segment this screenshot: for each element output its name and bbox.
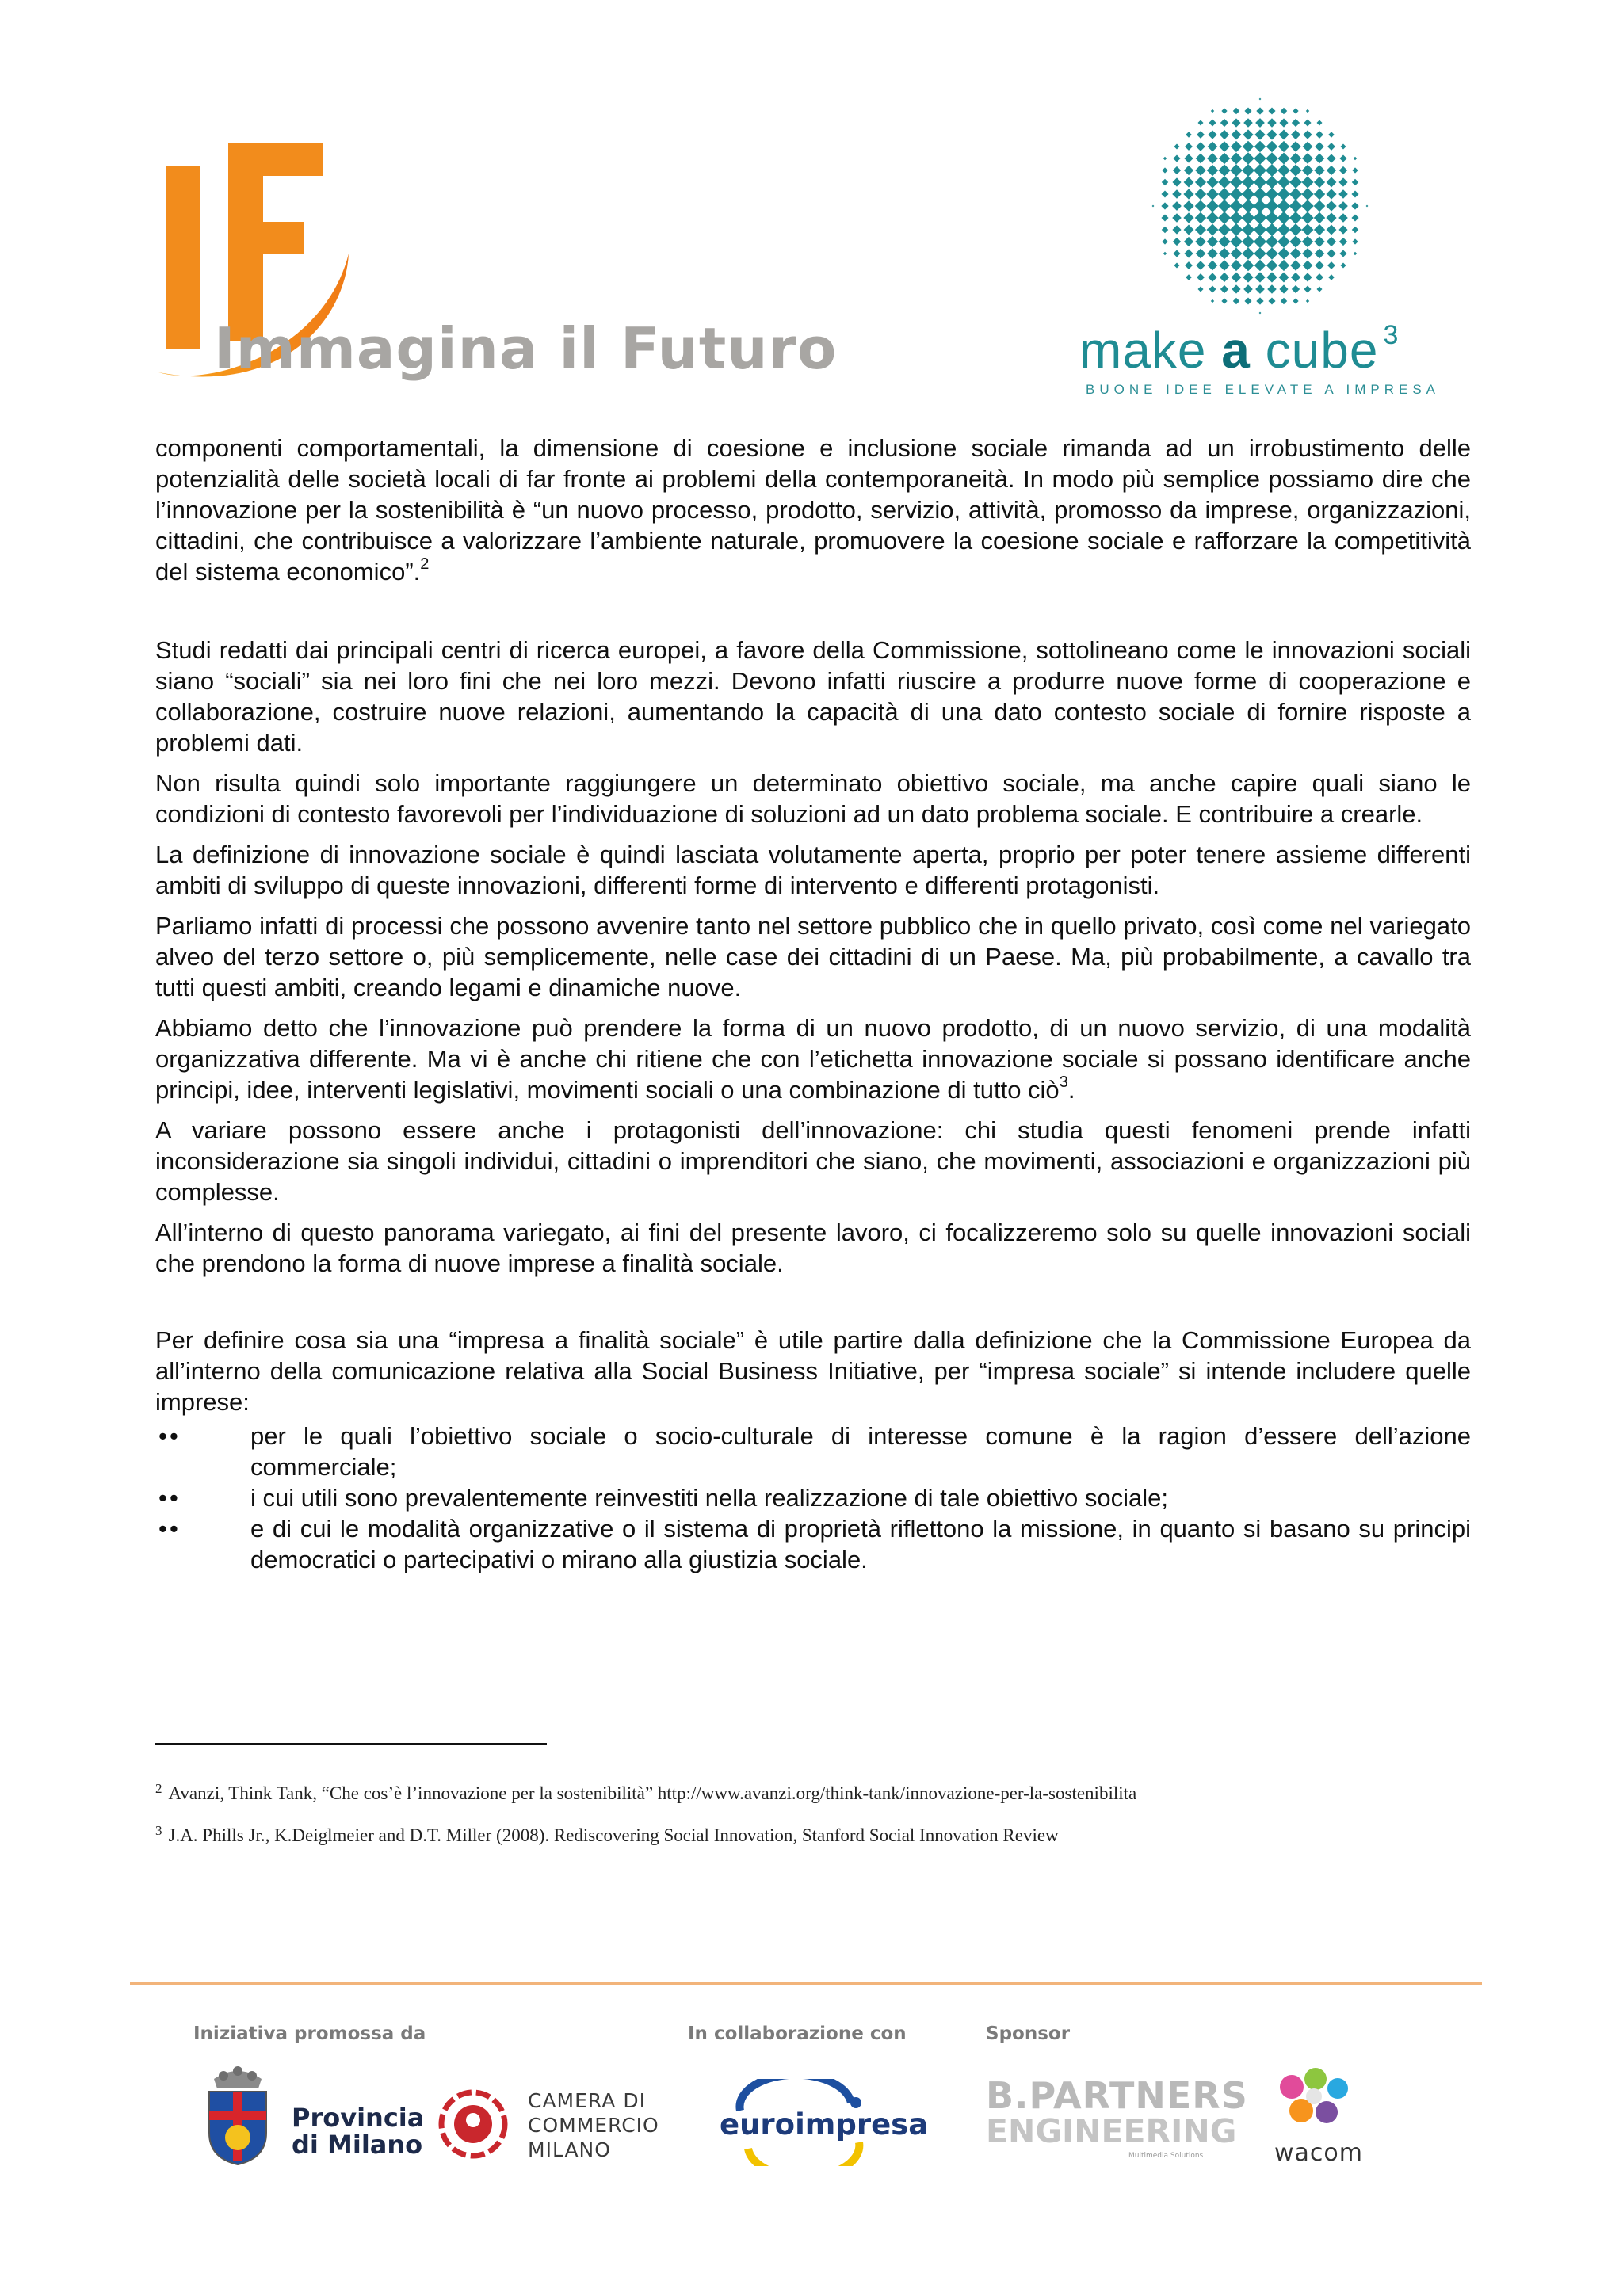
cube-sphere-dot [1314,177,1325,188]
cube-sphere-dot [1315,249,1325,259]
cube-sphere-dot [1230,223,1243,236]
cube-sphere-dot [1293,298,1298,303]
cube-sphere-dot [1163,157,1167,160]
cube-sphere-dot [1352,227,1358,233]
cube-sphere-dot [1326,200,1336,211]
cube-sphere-dot [1232,284,1240,293]
cube-sphere-dot [1259,98,1262,101]
cube-sphere-dot [1184,177,1194,188]
cube-sphere-dot [1277,152,1289,164]
cube-sphere-dot [1315,154,1325,164]
cube-sphere-dot [1231,260,1242,271]
footnote-2: $^2$ Avanzi, Think Tank, “Che cos’è l’innovazione per la sostenibilità” http://www.avanzi.org/think-tank/innovazione-per-la-sostenibilita [155,1781,1137,1803]
cube-sphere-dot [1306,299,1309,303]
cube-sphere-dot [1221,108,1227,113]
cube-brand-name: make a cube $^3$ [1079,320,1400,379]
cube-sphere-dot [1266,260,1277,271]
cube-sphere-dot [1163,252,1167,255]
cube-sphere-dot [1233,108,1239,114]
cube-sphere-dot [1302,153,1313,164]
cube-sphere-dot [1338,213,1348,223]
footnotes [155,1781,1471,1865]
cube-sphere-dot [1254,200,1267,213]
cube-sphere-dot [1314,165,1325,176]
cube-sphere-dot [1242,223,1255,237]
cube-sphere-dot [1255,284,1265,294]
cube-sphere-dot [1220,119,1228,127]
provincia-crest-icon [198,2065,277,2168]
cube-sphere-dot [1184,237,1193,246]
cube-sphere-dot [1162,167,1167,173]
cube-sphere-dot [1254,141,1266,153]
cube-sphere-dot [1184,249,1193,257]
cube-sphere-dot [1243,284,1253,294]
cube-sphere-dot [1172,201,1182,211]
cube-sphere-dot [1184,154,1193,162]
cube-sphere-dot [1277,200,1291,213]
paragraph-3: Non risulta quindi solo importante raggiungere un determinato obiettivo sociale, ma anche capire quali siano le condizioni di contesto favorevoli per l’individuazione di soluzioni ad un dato problema sociale. E contribuire a crearle. [155,769,1471,828]
make-a-cube-logo [1070,95,1466,404]
cube-sphere-dot [1268,297,1275,304]
cube-sphere-dot [1195,189,1206,200]
cube-sphere-dot [1266,129,1277,139]
cube-sphere-dot [1301,188,1313,200]
cube-sphere-dot [1232,130,1242,140]
cube-sphere-dot [1221,298,1227,303]
cube-sphere-dot [1316,273,1323,281]
document-body [155,433,1471,1575]
cube-sphere-dot [1219,153,1231,165]
cube-sphere-dot [1230,235,1243,248]
footnote-divider [155,1743,547,1745]
cube-sphere-dot [1326,189,1336,199]
cube-sphere-dot [1289,164,1301,176]
paragraph-6: Abbiamo detto che l’innovazione può prendere la forma di un nuovo prodotto, di un nuovo servizio, di una modalità organizzativa differente. Ma vi è anche chi ritiene che con l’etichetta innovazione sociale si possano identificare anche principi, idee, interventi legislativi, movimenti sociali o una combinazione di tutto ciò$^3$. [155,1014,1471,1104]
cube-sphere-dot [1354,157,1357,160]
cube-sphere-dot [1184,166,1193,175]
cube-sphere-dot [1242,176,1255,189]
wacom-logo: wacom [1268,2065,1371,2168]
cube-sphere-dot [1242,247,1254,259]
cube-sphere-dot [1266,141,1277,152]
cube-tagline: BUONE IDEE ELEVATE A IMPRESA [1086,382,1441,397]
cube-sphere-dot [1277,212,1291,225]
cube-sphere-dot [1207,248,1218,259]
cube-sphere-dot [1304,119,1311,126]
cube-sphere-dot [1301,200,1313,212]
cube-sphere-dot [1327,177,1337,188]
cube-sphere-dot [1302,236,1314,248]
cube-sphere-dot [1206,223,1218,235]
cube-sphere-dot [1230,176,1243,189]
cube-sphere-dot [1219,141,1230,152]
cube-sphere-dot [1211,299,1214,303]
cube-sphere-dot [1218,212,1231,224]
cube-sphere-dot [1219,248,1231,260]
cube-sphere-dot [1338,225,1347,234]
cube-sphere-dot [1254,152,1266,164]
cube-sphere-dot [1327,249,1335,257]
cube-sphere-dot [1207,165,1219,177]
cube-sphere-dot [1207,236,1219,248]
cube-sphere-dot [1266,247,1277,259]
cube-sphere-dot [1242,212,1255,225]
cube-sphere-dot [1314,224,1325,235]
cube-sphere-dot [1266,188,1279,201]
cube-sphere-dot [1291,130,1300,139]
cube-sphere-dot [1161,190,1168,197]
cube-sphere-dot [1303,142,1313,152]
cube-sphere-dot [1242,200,1255,213]
cube-sphere-dot [1230,200,1243,213]
cube-sphere-dot [1173,250,1180,257]
cube-sphere-dot [1314,236,1325,247]
cube-sphere-dot [1303,273,1312,281]
cube-sphere-dot [1206,212,1218,223]
cube-sphere-dot [1266,223,1279,237]
cube-sphere-dot [1293,108,1298,113]
cube-sphere-dot [1161,214,1168,221]
label-sponsor: Sponsor [986,2023,1071,2044]
cube-sphere-dot [1303,261,1313,271]
cube-sphere-dot [1279,130,1289,140]
cube-sphere-dot [1289,235,1301,247]
cube-sphere-dot [1196,261,1205,270]
cube-sphere-dot [1243,118,1253,128]
paragraph-8: All’interno di questo panorama variegato, ai fini del presente lavoro, ci focalizzeremo solo su quelle innovazioni sociali che prendono la forma di nuove imprese a finalità sociale. [155,1219,1471,1277]
cube-sphere-dot [1292,285,1300,293]
cube-sphere-dot [1351,190,1358,197]
cube-sphere-dot [1277,164,1290,177]
cube-sphere-dot [1206,200,1218,212]
cube-sphere-dot [1279,273,1289,283]
cube-sphere-dot [1289,176,1302,189]
cube-sphere-dot [1351,214,1358,221]
cube-sphere-dot [1314,212,1325,223]
cube-sphere-dot [1290,248,1302,260]
cube-sphere-dot [1218,235,1230,247]
cube-sphere-dot [1281,108,1287,114]
cube-sphere-dot [1172,177,1181,186]
cube-sphere-dot [1162,227,1168,233]
cube-sphere-dot [1254,272,1265,282]
cube-sphere-dot [1183,200,1193,211]
bullet-icon: • • [170,1484,178,1512]
cube-sphere-dot [1292,119,1300,127]
cube-sphere-dot [1230,247,1242,259]
cube-sphere-dot [1172,225,1181,234]
cube-sphere-dot [1339,154,1346,162]
cube-sphere-dot [1316,131,1323,139]
cube-sphere-dot [1317,287,1323,292]
cube-sphere-dot [1254,260,1266,272]
cube-sphere-dot [1218,164,1230,176]
cube-sphere-icon [1070,95,1466,325]
cube-sphere-dot [1277,247,1289,259]
cube-sphere-dot [1186,132,1192,138]
cube-sphere-dot [1206,188,1218,200]
cube-sphere-dot [1206,176,1218,188]
cube-sphere-dot [1244,107,1251,114]
cube-sphere-dot [1254,247,1266,259]
cube-sphere-dot [1219,260,1230,271]
cube-sphere-dot [1209,119,1216,126]
cube-sphere-dot [1327,154,1335,162]
label-promoted-by: Iniziativa promossa da [193,2023,426,2044]
footnote-ref-3: 3 [1059,1074,1068,1091]
cube-sphere-dot [1278,141,1289,152]
euroimpresa-logo: euroimpresa [716,2079,883,2166]
cube-sphere-dot [1266,164,1278,177]
cube-sphere-dot [1341,144,1346,150]
cube-sphere-dot [1314,200,1326,212]
cube-sphere-dot [1211,109,1214,113]
cube-sphere-dot [1254,235,1266,248]
cube-sphere-dot [1218,188,1231,200]
cube-sphere-dot [1254,176,1267,189]
cube-sphere-dot [1185,261,1193,269]
bullet-icon: • • [170,1515,178,1543]
cube-sphere-dot [1279,284,1288,293]
cube-sphere-dot [1315,261,1324,270]
cube-sphere-dot [1267,284,1277,294]
cube-sphere-dot [1327,166,1336,175]
cube-sphere-dot [1198,120,1204,126]
cube-sphere-dot [1304,285,1311,292]
bullet-item: • • i cui utili sono prevalentemente reinvestiti nella realizzazione di tale obiettivo sociale; [250,1482,1471,1513]
cube-sphere-dot [1232,118,1240,127]
cube-sphere-dot [1172,213,1182,223]
cube-sphere-dot [1351,202,1358,209]
if-logo-text: Immagina il Futuro [214,315,838,382]
cube-sphere-dot [1326,212,1336,223]
cube-sphere-dot [1328,132,1335,138]
cube-sphere-dot [1277,188,1291,201]
cube-sphere-dot [1256,107,1263,114]
cube-sphere-dot [1183,212,1193,223]
cube-sphere-dot [1230,152,1242,164]
paragraph-5: Parliamo infatti di processi che possono avvenire tanto nel settore pubblico che in quello privato, così come nel variegato alveo del terzo settore o, più semplicemente, nelle case dei cittadini di un Paese. Ma, più probabilmente, a cavallo tra tutti questi ambiti, creando legami e dinamiche nuove. [155,912,1471,1001]
cube-sphere-dot [1281,298,1287,304]
cube-sphere-dot [1220,285,1228,293]
paragraph-7: A variare possono essere anche i protagonisti dell’innovazione: chi studia questi fenomeni prende infatti inconsiderazione sia singoli individui, cittadini o imprenditori che siano, che movimenti, associazioni e organizzazioni più complesse. [155,1116,1471,1206]
cube-sphere-dot [1185,143,1193,151]
bullet-item: • • e di cui le modalità organizzative o il sistema di proprietà riflettono la missione, in quanto si basano su principi democratici o partecipativi o mirano alla giustizia sociale. [250,1513,1471,1575]
cube-sphere-dot [1277,223,1290,236]
cube-sphere-dot [1291,273,1300,282]
cube-sphere-dot [1230,164,1243,177]
cube-sphere-dot [1327,261,1335,269]
paragraph-2: Studi redatti dai principali centri di ricerca europei, a favore della Commissione, sottolineano come le innovazioni sociali siano “sociali” sia nei loro fini che nei loro mezzi. Devono infatti riuscire a produrre nuove forme di cooperazione e collaborazione, costruire nuove relazioni, aumentando la capacità di una dato contesto sociale di fornire risposte a problemi dati. [155,636,1471,757]
cube-sphere-dot [1303,130,1312,139]
cube-sphere-dot [1315,142,1324,151]
cube-sphere-dot [1327,225,1337,235]
paragraph-1: componenti comportamentali, la dimensione di coesione e inclusione sociale rimanda ad un irrobustimento delle potenzialità delle società locali di far fronte ai problemi della contemporaneità. In modo più semplice possiamo dire che l’innovazione per la sostenibilità è “un nuovo processo, prodotto, servizio, attività, promosso da imprese, organizzazioni, cittadini, che contribuisce a valorizzare l’ambiente naturale, promuovere la coesione sociale e rafforzare la competitività del sistema economico”.$^2$ [155,434,1471,585]
cube-sphere-dot [1174,144,1180,150]
cube-sphere-dot [1341,263,1346,269]
cube-sphere-dot [1256,297,1263,304]
cube-sphere-dot [1162,179,1168,185]
cube-sphere-dot [1195,224,1206,235]
cube-sphere-dot [1302,165,1314,177]
paragraph-9: Per definire cosa sia una “impresa a finalità sociale” è utile partire dalla definizione che la Commissione Europea da all’interno della comunicazione relativa alla Social Business Initiative, per “impresa sociale” si intende includere quelle imprese: [155,1326,1471,1416]
cube-sphere-dot [1207,153,1218,164]
cube-sphere-dot [1259,312,1262,315]
cube-sphere-dot [1301,176,1313,188]
cube-sphere-dot [1290,141,1301,152]
cube-sphere-dot [1173,154,1180,162]
cube-sphere-dot [1186,274,1192,280]
cube-sphere-dot [1302,248,1313,259]
camera-commercio-logo: CAMERA DI COMMERCIO MILANO [437,2088,675,2168]
cube-sphere-dot [1254,129,1265,139]
cube-sphere-dot [1366,205,1369,208]
bullet-icon: • • [170,1422,178,1450]
cube-sphere-dot [1306,109,1309,113]
cube-sphere-dot [1196,249,1206,259]
cube-sphere-dot [1266,200,1279,213]
cube-sphere-dot [1289,212,1302,224]
cube-sphere-dot [1242,188,1255,201]
cube-sphere-dot [1195,165,1206,176]
cube-sphere-dot [1244,297,1251,304]
cube-sphere-dot [1352,238,1358,244]
cube-sphere-dot [1254,223,1267,237]
cube-sphere-dot [1327,143,1335,151]
footnote-ref-2: 2 [420,555,430,573]
cube-sphere-dot [1254,188,1267,201]
footnote-3: $^3$ J.A. Phills Jr., K.Deiglmeier and D.T. Miller (2008). Rediscovering Social Innovation, Stanford Social Innovation Review [155,1823,1059,1845]
cube-sphere-dot [1267,118,1277,128]
cube-sphere-dot [1338,201,1348,211]
cube-sphere-dot [1354,252,1357,255]
cube-sphere-dot [1195,212,1206,223]
bpartners-logo: B.PARTNERS ENGINEERING Multimedia Solutions [986,2074,1248,2160]
cube-sphere-dot [1208,273,1216,281]
immagina-il-futuro-logo [151,135,838,404]
cube-sphere-dot [1208,130,1216,139]
cube-sphere-dot [1338,177,1347,186]
cube-sphere-dot [1301,223,1313,235]
cube-sphere-dot [1161,202,1168,209]
cube-sphere-dot [1339,238,1347,246]
cube-sphere-dot [1218,176,1231,189]
footer-divider [130,1982,1482,1985]
cube-sphere-dot [1173,166,1181,174]
cube-sphere-dot [1266,235,1278,248]
cube-sphere-dot [1196,154,1206,164]
cube-sphere-dot [1172,189,1182,199]
cube-sphere-dot [1266,152,1277,164]
cube-sphere-dot [1352,167,1358,173]
cube-sphere-dot [1290,153,1302,165]
cube-sphere-dot [1254,212,1267,225]
cube-sphere-dot [1195,236,1206,247]
label-collaboration: In collaborazione con [688,2023,907,2044]
cube-sphere-dot [1184,225,1194,235]
cube-sphere-dot [1220,130,1229,139]
cube-sphere-dot [1339,166,1347,174]
bullet-item: • • per le quali l’obiettivo sociale o socio-culturale di interesse comune è la ragion d’essere dell’azione commerciale; [250,1421,1471,1482]
cube-sphere-dot [1279,118,1288,127]
cube-sphere-dot [1230,188,1243,201]
bullet-list [170,1421,1471,1575]
cube-sphere-dot [1232,273,1242,283]
cube-sphere-dot [1328,274,1335,280]
cube-sphere-dot [1317,120,1323,126]
cube-sphere-dot [1289,223,1302,236]
cube-sphere-dot [1152,205,1155,208]
cube-sphere-dot [1243,141,1254,152]
cube-sphere-dot [1196,142,1205,151]
cube-sphere-dot [1242,164,1254,177]
cube-sphere-dot [1243,260,1254,271]
cube-sphere-dot [1162,238,1167,244]
cube-sphere-dot [1255,118,1265,128]
cube-sphere-dot [1195,177,1206,188]
cube-sphere-dot [1197,273,1205,281]
cube-sphere-dot [1266,176,1279,189]
cube-sphere-dot [1233,298,1239,304]
cube-sphere-dot [1198,287,1204,292]
cube-sphere-dot [1266,212,1279,225]
cube-sphere-dot [1174,263,1180,269]
cube-sphere-dot [1314,189,1325,200]
cube-sphere-dot [1218,223,1231,236]
cube-sphere-dot [1243,272,1253,282]
cube-sphere-dot [1197,131,1205,139]
cube-sphere-dot [1242,235,1254,248]
cube-sphere-dot [1277,176,1290,189]
cube-sphere-dot [1301,212,1313,223]
cube-sphere-dot [1289,188,1302,200]
cube-sphere-dot [1209,285,1216,292]
provincia-di-milano-logo: Provincia di Milano [198,2065,412,2168]
cube-sphere-dot [1195,200,1207,212]
cube-sphere-dot [1352,179,1358,185]
wacom-dots-icon [1268,2065,1363,2136]
paragraph-4: La definizione di innovazione sociale è quindi lasciata volutamente aperta, proprio per poter tenere assieme differenti ambiti di sviluppo di queste innovazioni, differenti forme di intervento e differenti protagonisti. [155,841,1471,899]
cube-sphere-dot [1278,260,1289,271]
cube-sphere-dot [1208,261,1218,271]
camera-seal-icon [437,2088,509,2160]
cube-sphere-dot [1218,200,1231,212]
cube-sphere-dot [1277,235,1290,248]
cube-sphere-dot [1208,142,1218,152]
cube-sphere-dot [1183,189,1193,199]
cube-sphere-dot [1243,129,1253,139]
cube-sphere-dot [1268,107,1275,114]
cube-sphere-dot [1254,164,1266,177]
cube-sphere-dot [1339,250,1346,257]
cube-sphere-dot [1266,272,1277,282]
cube-sphere-dot [1289,200,1302,212]
cube-sphere-dot [1242,152,1254,164]
cube-sphere-dot [1220,273,1229,282]
cube-sphere-dot [1338,189,1348,199]
cube-sphere-dot [1327,237,1336,246]
cube-sphere-dot [1230,212,1243,225]
cube-sphere-dot [1231,141,1242,152]
cube-sphere-dot [1290,260,1301,271]
cube-sphere-dot [1173,238,1181,246]
